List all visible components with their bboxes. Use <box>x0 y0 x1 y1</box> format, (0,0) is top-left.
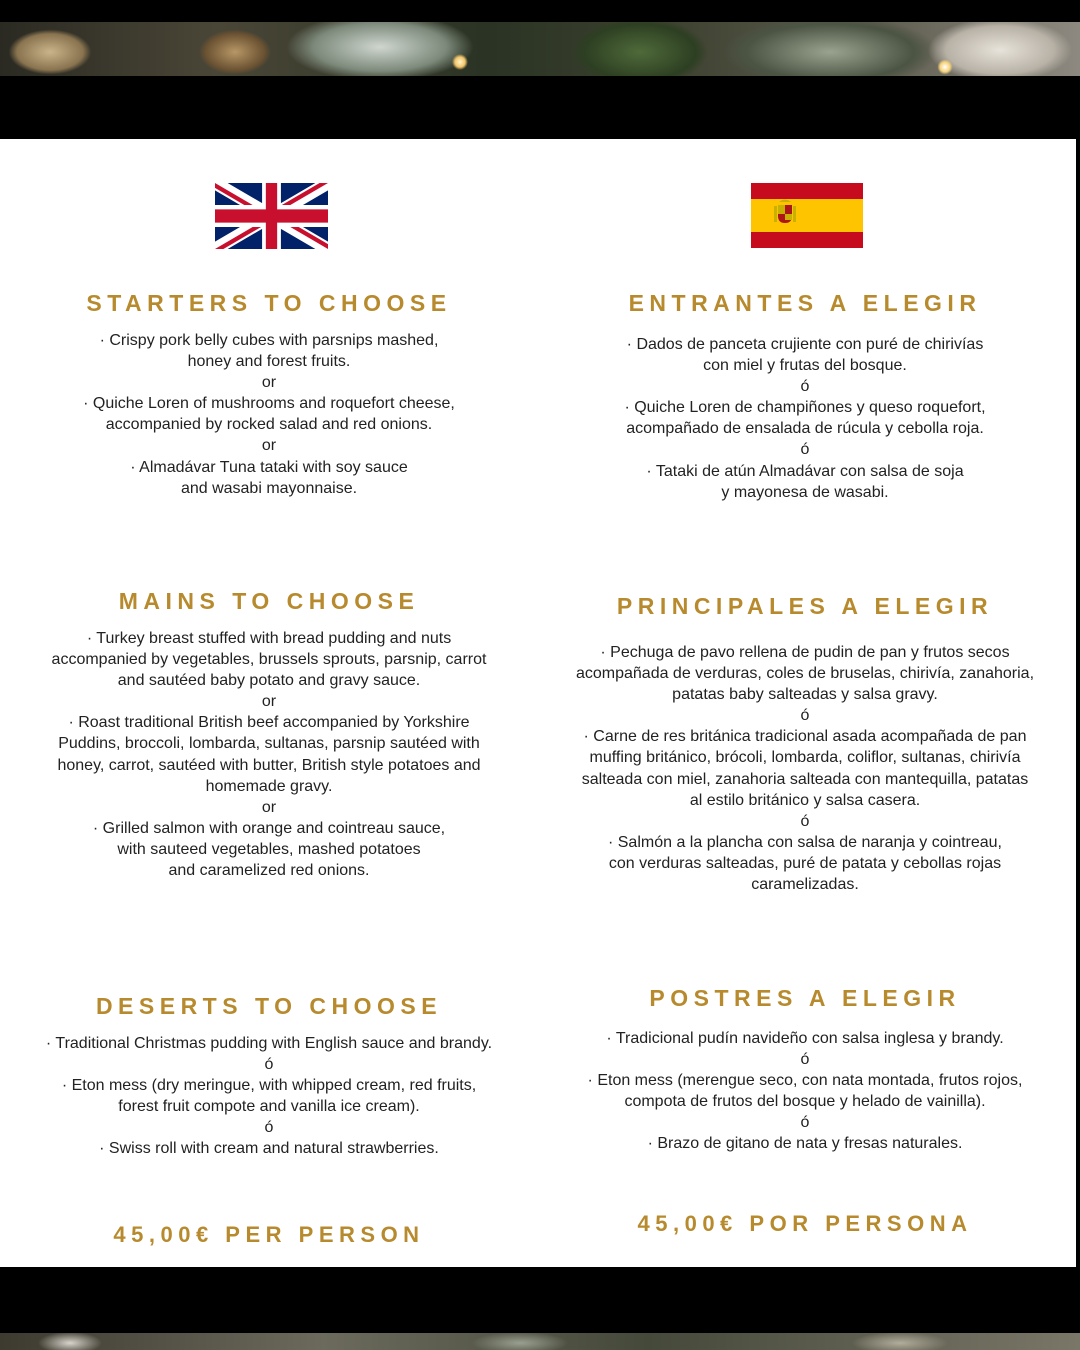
english-deserts-heading: DESERTS TO CHOOSE <box>95 993 443 1019</box>
spanish-mains-heading: PRINCIPALES A ELEGIR <box>616 593 994 619</box>
menu-separator: ó <box>800 1051 810 1069</box>
english-starters-heading: STARTERS TO CHOOSE <box>86 290 452 316</box>
menu-line: muffing británico, brócoli, lombarda, coliflor, sultanas, chirivía <box>589 749 1021 767</box>
menu-line: · Tataki de atún Almadávar con salsa de soja <box>646 462 964 480</box>
menu-line: forest fruit compote and vanilla ice cream). <box>118 1098 420 1116</box>
menu-separator: ó <box>264 1056 274 1074</box>
spanish-price: 45,00€ POR PERSONA <box>637 1211 973 1236</box>
menu-separator: or <box>261 693 277 711</box>
menu-line: salteada con miel, zanahoria salteada con mantequilla, patatas <box>581 770 1029 788</box>
menu-line: al estilo británico y salsa casera. <box>689 791 921 809</box>
spanish-deserts-heading: POSTRES A ELEGIR <box>649 985 961 1011</box>
menu-line: · Swiss roll with cream and natural strawberries. <box>99 1140 439 1158</box>
menu-separator: or <box>261 437 277 455</box>
menu-line: · Roast traditional British beef accompanied by Yorkshire <box>68 714 470 732</box>
menu-line: · Tradicional pudín navideño con salsa inglesa y brandy. <box>606 1030 1004 1047</box>
menu-line: · Pechuga de pavo rellena de pudin de pan y frutos secos <box>600 644 1010 661</box>
menu-line: and wasabi mayonnaise. <box>180 479 358 497</box>
uk-flag-icon <box>215 183 328 249</box>
english-mains-section <box>19 587 519 881</box>
christmas-decoration-photo-top <box>0 22 1080 76</box>
spanish-mains-section <box>555 592 1055 895</box>
menu-separator: ó <box>800 707 810 725</box>
menu-line: acompañada de verduras, coles de bruselas, chirivía, zanahoria, <box>575 665 1035 683</box>
menu-separator: ó <box>264 1119 274 1137</box>
spanish-deserts-section <box>555 984 1055 1155</box>
menu-line: honey and forest fruits. <box>187 353 351 371</box>
menu-line: and caramelized red onions. <box>168 862 370 880</box>
menu-line: · Almadávar Tuna tataki with soy sauce <box>130 458 408 476</box>
menu-line: · Grilled salmon with orange and cointreau sauce, <box>92 819 446 837</box>
christmas-decoration-photo-bottom <box>0 1333 1080 1350</box>
menu-line: caramelizadas. <box>751 876 859 894</box>
menu-line: · Quiche Loren of mushrooms and roquefort cheese, <box>83 395 455 413</box>
menu-separator: ó <box>800 378 810 396</box>
menu-line: · Traditional Christmas pudding with English sauce and brandy. <box>45 1035 493 1052</box>
english-price: 45,00€ PER PERSON <box>113 1222 425 1247</box>
menu-separator: or <box>261 798 277 816</box>
english-mains-heading: MAINS TO CHOOSE <box>118 588 420 614</box>
spanish-mains-list <box>555 642 1055 895</box>
menu-line: con miel y frutas del bosque. <box>703 357 907 375</box>
spanish-starters-heading: ENTRANTES A ELEGIR <box>628 290 982 316</box>
menu-line: honey, carrot, sautéed with butter, British style potatoes and <box>57 756 481 774</box>
menu-line: accompanied by vegetables, brussels sprouts, parsnip, carrot <box>51 651 487 669</box>
menu-line: · Carne de res británica tradicional asada acompañada de pan <box>583 728 1027 746</box>
spanish-deserts-list <box>555 1028 1055 1155</box>
menu-separator: or <box>261 374 277 392</box>
menu-line: · Eton mess (merengue seco, con nata montada, frutos rojos, <box>587 1072 1023 1090</box>
english-deserts-list <box>19 1033 519 1160</box>
menu-line: · Brazo de gitano de nata y fresas naturales. <box>647 1135 963 1153</box>
menu-line: · Salmón a la plancha con salsa de naranja y cointreau, <box>607 833 1002 851</box>
english-starters-section <box>19 289 519 499</box>
menu-line: y mayonesa de wasabi. <box>721 483 889 501</box>
english-starters-list <box>19 330 519 499</box>
menu-line: and sautéed baby potato and gravy sauce. <box>117 672 421 690</box>
menu-line: · Eton mess (dry meringue, with whipped cream, red fruits, <box>61 1077 477 1095</box>
menu-line: · Dados de panceta crujiente con puré de chirivías <box>626 336 984 353</box>
english-deserts-section <box>19 992 519 1160</box>
menu-line: homemade gravy. <box>205 777 333 795</box>
spanish-starters-list <box>555 334 1055 503</box>
menu-separator: ó <box>800 812 810 830</box>
menu-line: · Quiche Loren de champiñones y queso roquefort, <box>624 399 986 417</box>
menu-line: with sauteed vegetables, mashed potatoes <box>117 840 421 858</box>
menu-separator: ó <box>800 1114 810 1132</box>
spanish-starters-section <box>555 289 1055 503</box>
menu-line: Puddins, broccoli, lombarda, sultanas, parsnip sautéed with <box>58 735 480 753</box>
english-mains-list <box>19 628 519 881</box>
menu-line: · Turkey breast stuffed with bread pudding and nuts <box>86 630 452 647</box>
menu-line: compota de frutos del bosque y helado de vainilla). <box>624 1093 986 1111</box>
menu-line: patatas baby salteadas y salsa gravy. <box>672 686 938 704</box>
menu-line: con verduras salteadas, puré de patata y cebollas rojas <box>608 854 1002 872</box>
menu-line: accompanied by rocked salad and red onions. <box>105 416 433 434</box>
menu-line: · Crispy pork belly cubes with parsnips mashed, <box>99 332 439 349</box>
spain-flag-icon <box>751 183 863 248</box>
menu-separator: ó <box>800 441 810 459</box>
menu-line: acompañado de ensalada de rúcula y cebolla roja. <box>626 420 984 438</box>
menu-panel <box>0 139 1076 1267</box>
